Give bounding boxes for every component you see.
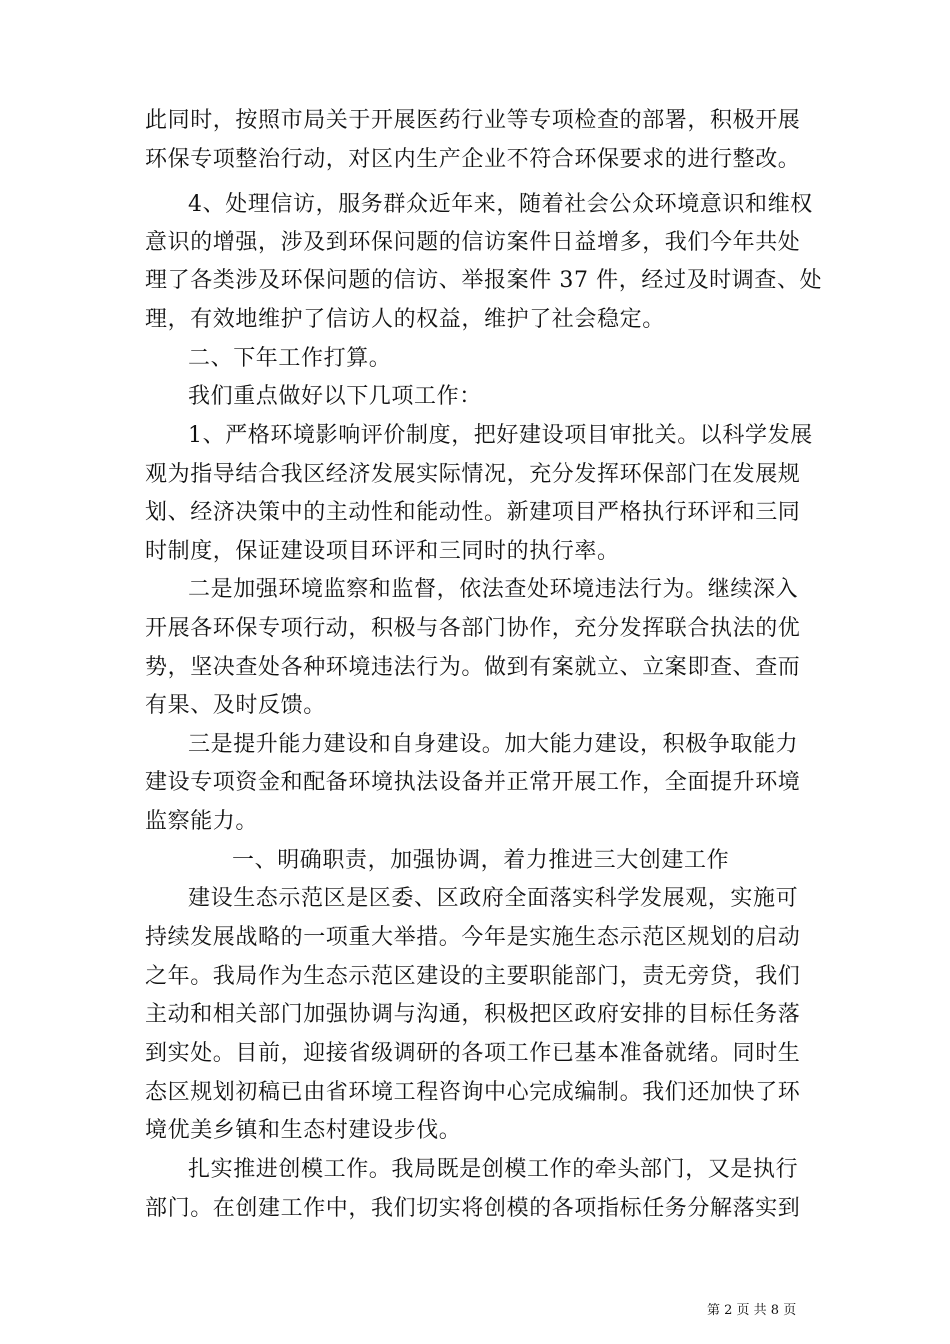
text-line: 建设专项资金和配备环境执法设备并正常开展工作，全面提升环境 bbox=[145, 770, 801, 795]
text-line: 开展各环保专项行动，积极与各部门协作，充分发挥联合执法的优 bbox=[145, 616, 801, 641]
text-line: 建设生态示范区是区委、区政府全面落实科学发展观，实施可 bbox=[188, 886, 799, 911]
text-line: 此同时，按照市局关于开展医药行业等专项检查的部署，积极开展 bbox=[145, 108, 801, 133]
text-line: 主动和相关部门加强协调与沟通，积极把区政府安排的目标任务落 bbox=[145, 1002, 801, 1027]
text-line: 1、严格环境影响评价制度，把好建设项目审批关。以科学发展 bbox=[188, 423, 813, 448]
section-heading: 一、明确职责，加强协调，着力推进三大创建工作 bbox=[232, 848, 730, 873]
text-line: 持续发展战略的一项重大举措。今年是实施生态示范区规划的启动 bbox=[145, 925, 801, 950]
page-indicator: 第 2 页 共 8 页 bbox=[707, 1303, 797, 1318]
text-line: 有果、及时反馈。 bbox=[145, 693, 326, 718]
text-line: 境优美乡镇和生态村建设步伐。 bbox=[145, 1118, 462, 1143]
text-line: 二、下年工作打算。 bbox=[188, 346, 392, 371]
text-line: 我们重点做好以下几项工作： bbox=[188, 384, 482, 409]
text-line: 观为指导结合我区经济发展实际情况，充分发挥环保部门在发展规 bbox=[145, 462, 801, 487]
text-line: 三是提升能力建设和自身建设。加大能力建设，积极争取能力 bbox=[188, 732, 799, 757]
text-line: 4、处理信访，服务群众近年来，随着社会公众环境意识和维权 bbox=[188, 192, 813, 217]
text-line: 监察能力。 bbox=[145, 809, 259, 834]
text-line: 二是加强环境监察和监督，依法查处环境违法行为。继续深入 bbox=[188, 577, 799, 602]
text-line: 到实处。目前，迎接省级调研的各项工作已基本准备就绪。同时生 bbox=[145, 1041, 801, 1066]
text-line: 扎实推进创模工作。我局既是创模工作的牵头部门，又是执行 bbox=[188, 1157, 799, 1182]
text-line: 部门。在创建工作中，我们切实将创模的各项指标任务分解落实到 bbox=[145, 1196, 801, 1221]
text-line: 意识的增强，涉及到环保问题的信访案件日益增多，我们今年共处 bbox=[145, 230, 801, 255]
text-line: 时制度，保证建设项目环评和三同时的执行率。 bbox=[145, 539, 620, 564]
text-line: 势，坚决查处各种环境违法行为。做到有案就立、立案即查、查而 bbox=[145, 655, 801, 680]
text-line: 之年。我局作为生态示范区建设的主要职能部门，责无旁贷，我们 bbox=[145, 964, 801, 989]
text-line: 划、经济决策中的主动性和能动性。新建项目严格执行环评和三同 bbox=[145, 500, 801, 525]
text-line: 理了各类涉及环保问题的信访、举报案件 37 件，经过及时调查、处 bbox=[145, 268, 823, 293]
text-line: 环保专项整治行动，对区内生产企业不符合环保要求的进行整改。 bbox=[145, 147, 801, 172]
text-line: 态区规划初稿已由省环境工程咨询中心完成编制。我们还加快了环 bbox=[145, 1080, 801, 1105]
text-line: 理，有效地维护了信访人的权益，维护了社会稳定。 bbox=[145, 307, 665, 332]
